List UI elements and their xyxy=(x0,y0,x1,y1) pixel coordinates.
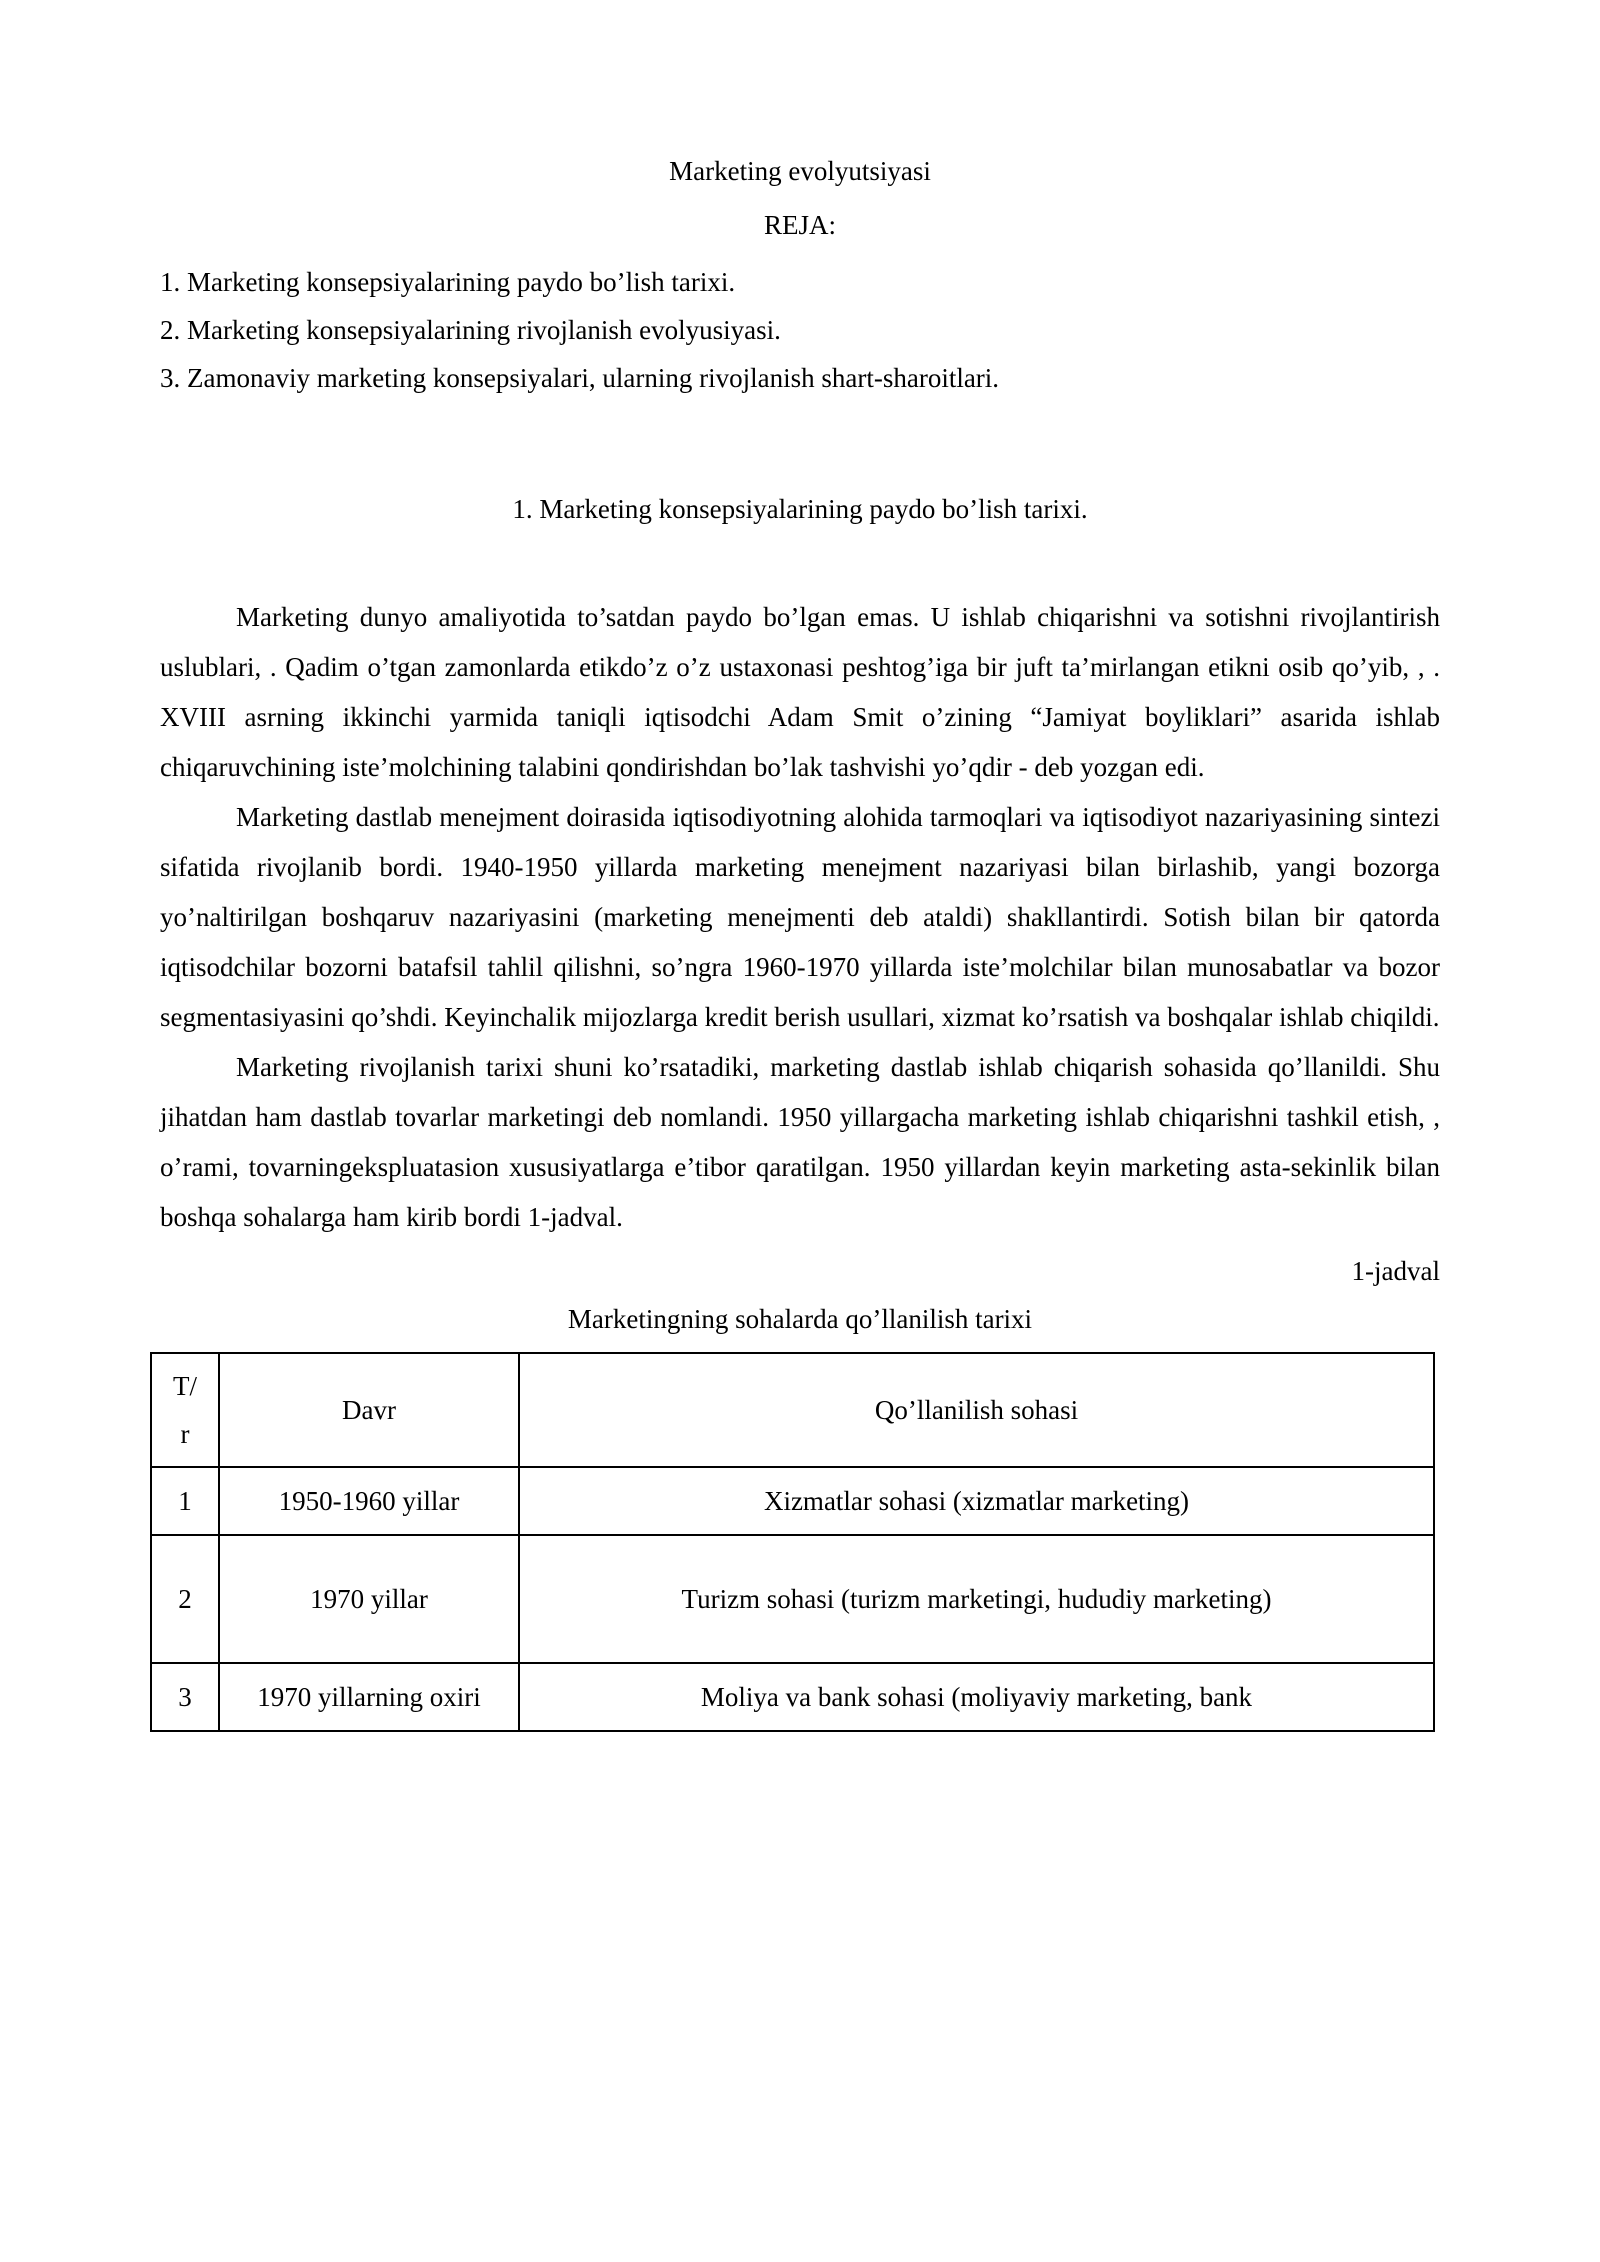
table-cell-davr: 1950-1960 yillar xyxy=(219,1467,519,1535)
table-cell-soha: Moliya va bank sohasi (moliyaviy marketing, bank xyxy=(519,1663,1434,1731)
table-row xyxy=(151,1663,1434,1731)
table-number-label: 1-jadval xyxy=(1351,1256,1440,1286)
marketing-history-table xyxy=(150,1352,1435,1732)
table-cell-soha: Turizm sohasi (turizm marketingi, hududiy marketing) xyxy=(519,1535,1434,1663)
reja-list-item: 3. Zamonaviy marketing konsepsiyalari, ularning rivojlanish shart-sharoitlari. xyxy=(160,363,1000,393)
reja-label: REJA: xyxy=(763,210,836,240)
table-header-row xyxy=(151,1353,1434,1467)
table-header-davr: Davr xyxy=(219,1353,519,1467)
table-row xyxy=(151,1467,1434,1535)
table-header-tr-line2: r xyxy=(180,1419,190,1449)
body-paragraph: Marketing dunyo amaliyotida to’satdan paydo bo’lgan emas. U ishlab chiqarishni va sotishni rivojlantirish uslublari, . Qadim o’tgan zamonlarda etikdo’z o’z ustaxonasi peshtog’iga bir juft ta’mirlangan etikni osib qo’yib, , . XVIII asrning ikkinchi yarmida taniqli iqtisodchi Adam Smit o’zining “Jamiyat boyliklari” asarida ishlab chiqaruvchining iste’molchining talabini qondirishdan bo’lak tashvishi yo’qdir - deb yozgan edi. xyxy=(160,602,1440,782)
table-header-tr xyxy=(151,1353,219,1467)
table-row xyxy=(151,1535,1434,1663)
section-heading: 1. Marketing konsepsiyalarining paydo bo’lish tarixi. xyxy=(512,494,1088,524)
table-cell-soha: Xizmatlar sohasi (xizmatlar marketing) xyxy=(519,1467,1434,1535)
document-title: Marketing evolyutsiyasi xyxy=(669,156,931,186)
table-cell-no: 2 xyxy=(151,1535,219,1663)
body-paragraph: Marketing rivojlanish tarixi shuni ko’rsatadiki, marketing dastlab ishlab chiqarish sohasida qo’llanildi. Shu jihatdan ham dastlab tovarlar marketingi deb nomlandi. 1950 yillargacha marketing ishlab chiqarishni tashkil etish, , o’rami, tovarningekspluatasion xususiyatlarga e’tibor qaratilgan. 1950 yillardan keyin marketing asta-sekinlik bilan boshqa sohalarga ham kirib bordi 1-jadval. xyxy=(160,1052,1440,1232)
table-cell-davr: 1970 yillar xyxy=(219,1535,519,1663)
table-header-soha: Qo’llanilish sohasi xyxy=(519,1353,1434,1467)
body-paragraph: Marketing dastlab menejment doirasida iqtisodiyotning alohida tarmoqlari va iqtisodiyot nazariyasining sintezi sifatida rivojlanib bordi. 1940-1950 yillarda marketing menejment nazariyasi bilan birlashib, yangi bozorga yo’naltirilgan boshqaruv nazariyasini (marketing menejmenti deb ataldi) shakllantirdi. Sotish bilan bir qatorda iqtisodchilar bozorni batafsil tahlil qilishni, so’ngra 1960-1970 yillarda iste’molchilar bilan munosabatlar va bozor segmentasiyasini qo’shdi. Keyinchalik mijozlarga kredit berish usullari, xizmat ko’rsatish va boshqalar ishlab chiqildi. xyxy=(160,802,1440,1032)
reja-list-item: 1. Marketing konsepsiyalarining paydo bo’lish tarixi. xyxy=(160,267,736,297)
table-cell-no: 1 xyxy=(151,1467,219,1535)
table-header-tr-line1: T/ xyxy=(173,1371,197,1401)
table-cell-no: 3 xyxy=(151,1663,219,1731)
reja-list xyxy=(160,258,1440,402)
table-cell-davr: 1970 yillarning oxiri xyxy=(219,1663,519,1731)
table-caption: Marketingning sohalarda qo’llanilish tarixi xyxy=(567,1304,1033,1334)
reja-list-item: 2. Marketing konsepsiyalarining rivojlanish evolyusiyasi. xyxy=(160,315,781,345)
